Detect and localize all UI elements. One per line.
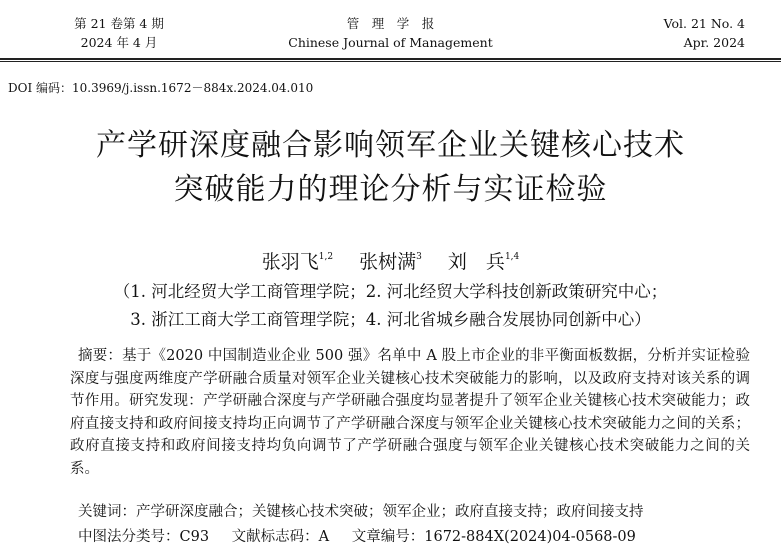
journal-header <box>0 0 781 60</box>
journal-name-cn: 管 理 学 报 <box>346 16 435 31</box>
vol-no-en: Vol. 21 No. 4 <box>663 16 745 31</box>
abstract <box>70 345 750 480</box>
date-en: Apr. 2024 <box>683 35 745 50</box>
header-rule-thin <box>0 61 781 62</box>
keywords: 关键词：产学研深度融合；关键核心技术突破；领军企业；政府直接支持；政府间接支持 <box>78 504 644 520</box>
document-code: 文献标志码：A <box>231 529 330 545</box>
volume-issue-cn: 第 21 卷第 4 期 <box>74 16 164 31</box>
author-1-name: 张羽飞 <box>261 251 319 273</box>
title-line-1: 产学研深度融合影响领军企业关键核心技术 <box>96 128 685 163</box>
author-2-name: 张树满 <box>359 251 417 273</box>
author-3-affil-mark: 1,4 <box>504 252 520 262</box>
abstract-text: 摘要：基于《2020 中国制造业企业 500 强》名单中 A 股上市企业的非平衡面板数据，分析并实证检验深度与强度两维度产学研融合质量对领军企业关键核心技术突破能力的影响，以及政府支持对该关系的调节作用。研究发现：产学研融合深度与产学研融合强度均显著提升了领军企业关键核心技术突破能力；政府直接支持和政府间接支持均正向调节了产学研融合深度与领军企业关键核心技术突破能力之间的关系；政府直接支持和政府间接支持均负向调节了产学研融合强度与领军企业关键核心技术突破能力之间的关系。 <box>70 348 750 477</box>
affiliations <box>0 278 781 334</box>
author-3 <box>448 251 519 273</box>
author-3-name: 刘 兵 <box>447 251 505 273</box>
author-list <box>0 244 781 275</box>
doi-line: DOI 编码：10.3969/j.issn.1672－884x.2024.04.010 <box>8 81 314 95</box>
journal-name-en: Chinese Journal of Management <box>288 35 493 50</box>
affiliation-line-2: 3. 浙江工商大学工商管理学院；4. 河北省城乡融合发展协同创新中心） <box>130 310 651 329</box>
paper-title <box>0 124 781 212</box>
author-1 <box>262 251 333 273</box>
header-rule-thick <box>0 58 781 60</box>
date-cn: 2024 年 4 月 <box>80 35 158 50</box>
author-2 <box>359 251 422 273</box>
clc-number: 中图法分类号：C93 <box>78 529 210 545</box>
affiliation-line-1: （1. 河北经贸大学工商管理学院；2. 河北经贸大学科技创新政策研究中心； <box>113 282 668 301</box>
article-number: 文章编号：1672-884X(2024)04-0568-09 <box>351 529 636 545</box>
author-1-affil-mark: 1,2 <box>318 252 334 262</box>
author-2-affil-mark: 3 <box>416 252 422 262</box>
title-line-2: 突破能力的理论分析与实证检验 <box>173 172 608 207</box>
volume-issue-en <box>664 14 745 52</box>
classification-line <box>78 526 654 548</box>
